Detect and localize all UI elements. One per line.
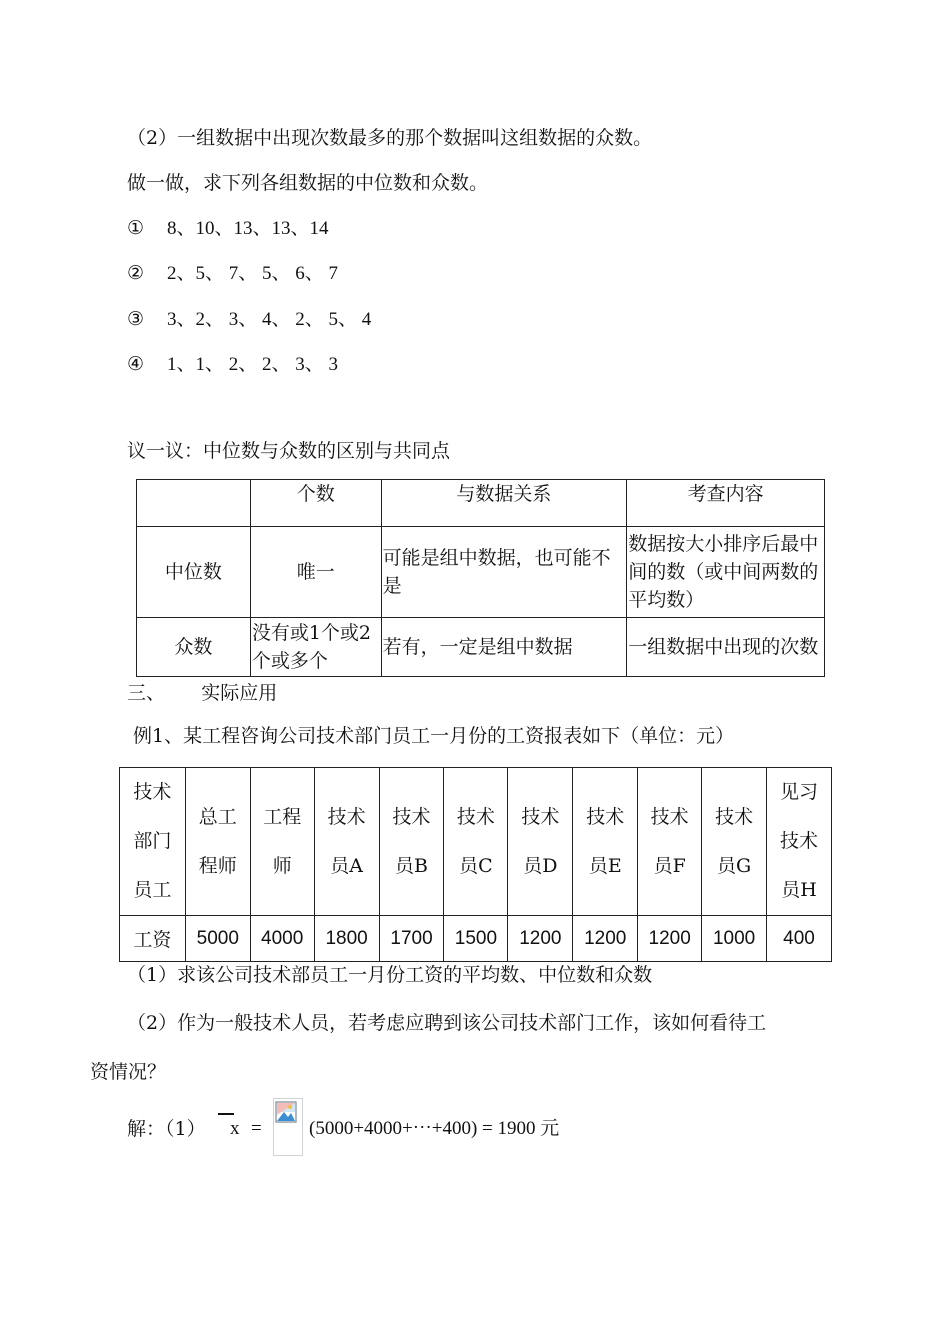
table-header-cell: 技术 员G (702, 768, 767, 916)
exercise-mark: ④ (127, 353, 145, 375)
table-header-cell: 考查内容 (627, 480, 825, 527)
table-header-row (120, 768, 832, 916)
table-cell: 5000 (185, 916, 250, 962)
solution-prefix: 解：（1） (127, 1118, 206, 1140)
row-label-mode: 众数 (137, 618, 251, 677)
question-2-continued: 资情况？ (90, 1061, 167, 1083)
broken-image-icon (275, 1101, 297, 1123)
table-header-cell: 总工 程师 (185, 768, 250, 916)
table-row (137, 618, 825, 677)
table-header-cell (137, 480, 251, 527)
row-label-median: 中位数 (137, 527, 251, 618)
discussion-title: 议一议：中位数与众数的区别与共同点 (127, 440, 451, 462)
exercise-data: 3、2、 3、 4、 2、 5、 4 (167, 309, 372, 330)
exercise-mark: ③ (127, 308, 145, 330)
exercise-mark: ① (127, 217, 145, 239)
exercise-item (127, 261, 338, 286)
salary-table (119, 767, 832, 962)
overline-mark (218, 1113, 234, 1115)
table-header-cell: 工程 师 (250, 768, 314, 916)
question-2: （2）作为一般技术人员，若考虑应聘到该公司技术部门工作，该如何看待工 (127, 1012, 767, 1034)
table-cell: 400 (767, 916, 832, 962)
table-cell: 1000 (702, 916, 767, 962)
table-cell: 唯一 (250, 527, 381, 618)
exercise-intro: 做一做，求下列各组数据的中位数和众数。 (127, 172, 489, 194)
exercise-data: 1、1、 2、 2、 3、 3 (167, 354, 339, 375)
table-header-cell: 技术 员D (508, 768, 573, 916)
table-cell: 1200 (508, 916, 573, 962)
table-row (137, 527, 825, 618)
table-cell: 4000 (250, 916, 314, 962)
table-cell: 1700 (379, 916, 444, 962)
broken-image-placeholder (273, 1098, 303, 1156)
table-header-cell: 技术 员F (638, 768, 702, 916)
section-title: 三、 实际应用 (127, 682, 278, 704)
table-cell: 若有，一定是组中数据 (381, 618, 627, 677)
table-cell: 可能是组中数据，也可能不是 (381, 527, 627, 618)
table-header-row (137, 480, 825, 527)
table-cell: 1800 (314, 916, 379, 962)
comparison-table (136, 479, 825, 677)
row-label-salary: 工资 (120, 916, 186, 962)
exercise-item (127, 216, 329, 241)
table-header-cell: 技术 部门 员工 (120, 768, 186, 916)
table-header-cell: 个数 (250, 480, 381, 527)
question-1: （1）求该公司技术部员工一月份工资的平均数、中位数和众数 (127, 964, 653, 986)
table-cell: 1500 (444, 916, 508, 962)
solution-expression: (5000+4000+⋯+400) = 1900 元 (309, 1118, 560, 1139)
table-row (120, 916, 832, 962)
exercise-item (127, 352, 338, 377)
exercise-mark: ② (127, 262, 145, 284)
table-header-cell: 技术 员C (444, 768, 508, 916)
table-cell: 没有或1个或2个或多个 (250, 618, 381, 677)
mode-definition: （2）一组数据中出现次数最多的那个数据叫这组数据的众数。 (127, 127, 653, 149)
table-header-cell: 技术 员B (379, 768, 444, 916)
exercise-item (127, 307, 371, 332)
example-title: 例1、某工程咨询公司技术部门员工一月份的工资报表如下（单位：元） (133, 725, 735, 747)
mean-symbol: x (230, 1118, 240, 1139)
exercise-data: 8、10、13、13、14 (167, 218, 329, 239)
table-cell: 数据按大小排序后最中间的数（或中间两数的平均数） (627, 527, 825, 618)
table-header-cell: 技术 员A (314, 768, 379, 916)
exercise-data: 2、5、 7、 5、 6、 7 (167, 263, 339, 284)
table-header-cell: 技术 员E (573, 768, 638, 916)
table-cell: 1200 (573, 916, 638, 962)
table-header-cell: 与数据关系 (381, 480, 627, 527)
table-cell: 一组数据中出现的次数 (627, 618, 825, 677)
table-cell: 1200 (638, 916, 702, 962)
equals-sign: = (251, 1118, 262, 1139)
table-header-cell: 见习 技术 员H (767, 768, 832, 916)
